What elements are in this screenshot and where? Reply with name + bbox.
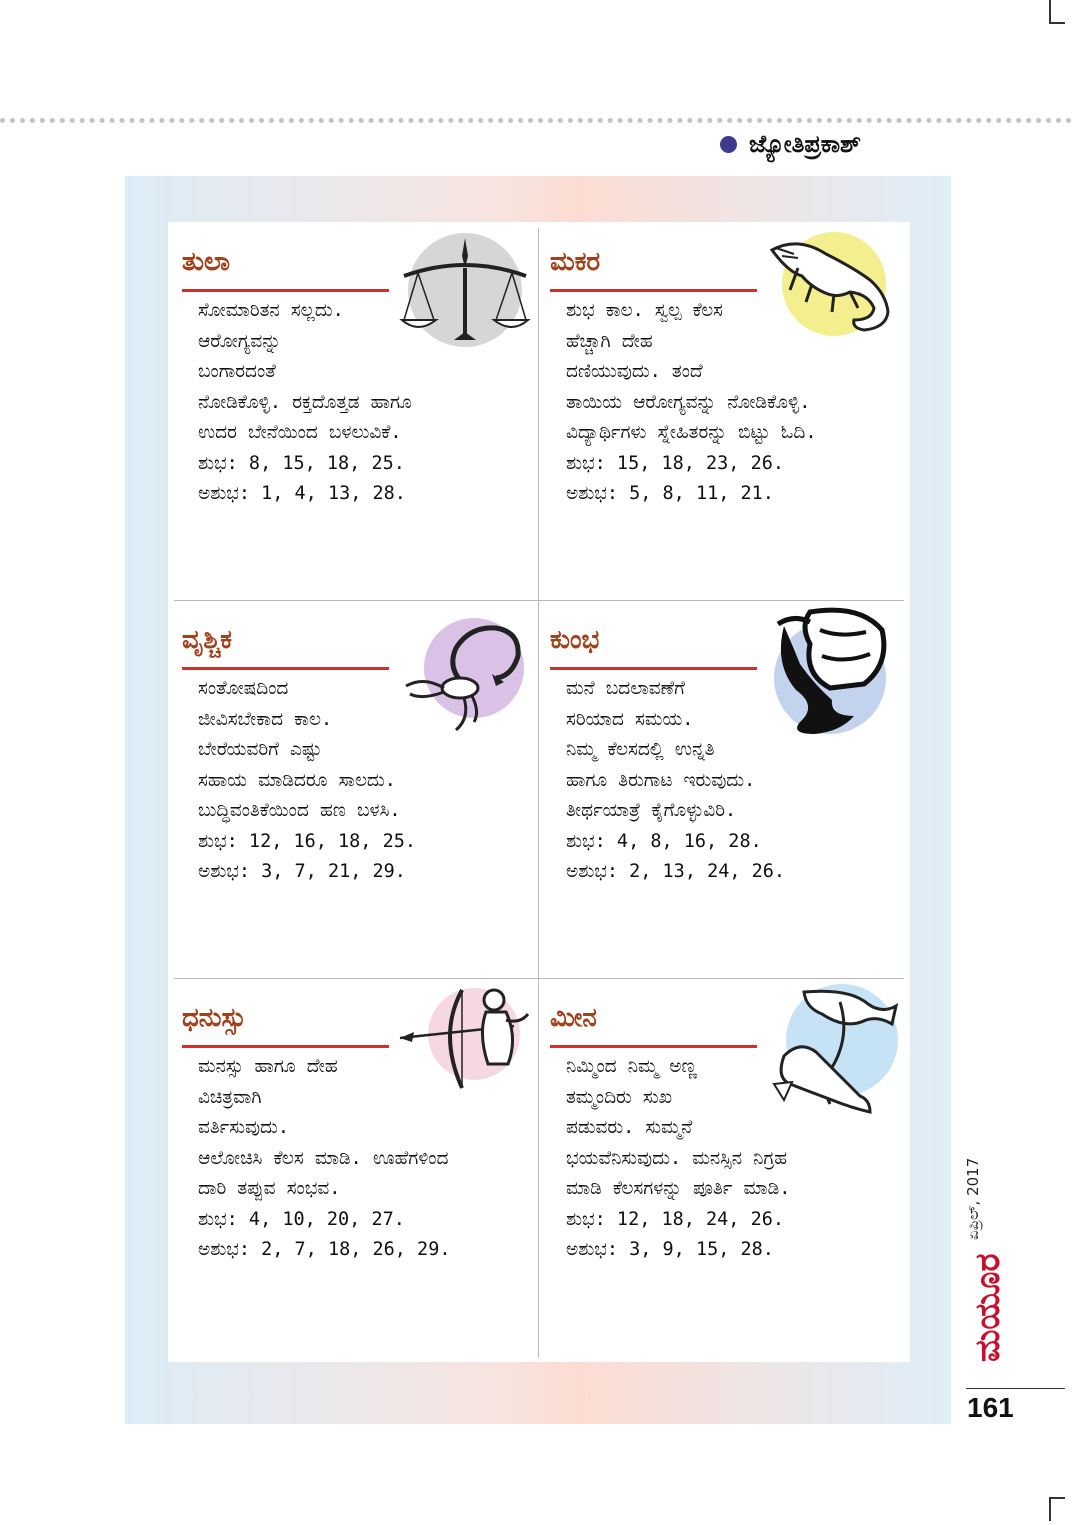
- sign-name: ಕುಂಭ: [550, 625, 600, 655]
- title-rule: [550, 289, 757, 292]
- sign-name: ವೃಶ್ಚಿಕ: [182, 625, 232, 655]
- lucky-days: ಶುಭ: 15, 18, 23, 26.: [566, 452, 785, 474]
- text-line: ನಿಮ್ಮ ಕೆಲಸದಲ್ಲಿ ಉನ್ನತಿ: [566, 739, 715, 760]
- text-line: ತೀರ್ಥಯಾತ್ರೆ ಕೈಗೊಳ್ಳುವಿರಿ.: [566, 800, 737, 821]
- unlucky-days: ಅಶುಭ: 3, 9, 15, 28.: [566, 1239, 774, 1260]
- title-rule: [550, 1045, 757, 1048]
- title-rule: [550, 667, 757, 670]
- lucky-days: ಶುಭ: 4, 10, 20, 27.: [198, 1208, 405, 1230]
- text-line: ತಾಯಿಯ ಆರೋಗ್ಯವನ್ನು ನೋಡಿಕೊಳ್ಳಿ.: [566, 391, 811, 413]
- lucky-days: ಶುಭ: 12, 18, 24, 26.: [566, 1208, 785, 1230]
- text-line: ದಾರಿ ತಪ್ಪುವ ಸಂಭವ.: [198, 1178, 341, 1199]
- unlucky-days: ಅಶುಭ: 1, 4, 13, 28.: [198, 483, 406, 504]
- text-line: ತಮ್ಮಂದಿರು ಸುಖ: [566, 1086, 673, 1108]
- sign-text: [198, 296, 412, 510]
- text-line: ಪಡುವರು. ಸುಮ್ಮನೆ: [566, 1117, 693, 1138]
- lucky-days: ಶುಭ: 12, 16, 18, 25.: [198, 830, 417, 852]
- title-rule: [182, 667, 389, 670]
- text-line: ನೋಡಿಕೊಳ್ಳಿ. ರಕ್ತದೊತ್ತಡ ಹಾಗೂ: [198, 391, 412, 413]
- fishes-icon: [770, 984, 902, 1116]
- text-line: ಮಾಡಿ ಕೆಲಸಗಳನ್ನು ಪೂರ್ತಿ ಮಾಡಿ.: [566, 1178, 791, 1199]
- text-line: ಬಂಗಾರದಂತೆ: [198, 361, 276, 382]
- text-line: ಬುದ್ಧಿವಂತಿಕೆಯಿಂದ ಹಣ ಬಳಸಿ.: [198, 800, 401, 821]
- text-line: ಸಹಾಯ ಮಾಡಿದರೂ ಸಾಲದು.: [198, 769, 396, 791]
- text-line: ಬೇರೆಯವರಿಗೆ ಎಷ್ಟು: [198, 739, 322, 760]
- sign-text: [198, 674, 416, 888]
- text-line: ಶುಭ ಕಾಲ. ಸ್ವಲ್ಪ ಕೆಲಸ: [566, 300, 723, 321]
- page-number: 161: [967, 1392, 1014, 1423]
- magazine-logo: ಮಯೂರ: [968, 1253, 1008, 1362]
- unlucky-days: ಅಶುಭ: 5, 8, 11, 21.: [566, 483, 774, 504]
- sign-name: ಮೀನ: [550, 1003, 597, 1033]
- title-rule: [182, 289, 389, 292]
- text-line: ಹಾಗೂ ತಿರುಗಾಟ ಇರುವುದು.: [566, 769, 756, 791]
- text-line: ವಿಚಿತ್ರವಾಗಿ: [198, 1086, 262, 1108]
- text-line: ಹೆಚ್ಚಾಗಿ ದೇಹ: [566, 330, 653, 352]
- unlucky-days: ಅಶುಭ: 3, 7, 21, 29.: [198, 861, 406, 882]
- unlucky-days: ಅಶುಭ: 2, 13, 24, 26.: [566, 861, 786, 882]
- title-rule: [182, 1045, 389, 1048]
- author-name: ಜ್ಯೋತಿಪ್ರಕಾಶ್: [749, 130, 861, 158]
- crop-mark-top: [1049, 0, 1065, 24]
- row-divider: [174, 600, 904, 601]
- text-line: ಭಯವೆನಿಸುವುದು. ಮನಸ್ಸಿನ ನಿಗ್ರಹ: [566, 1147, 788, 1169]
- dotted-divider: [0, 118, 1072, 123]
- water-pot-icon: [770, 604, 892, 740]
- text-line: ಆಲೋಚಿಸಿ ಕೆಲಸ ಮಾಡಿ. ಊಹೆಗಳಿಂದ: [198, 1147, 449, 1169]
- text-line: ಆರೋಗ್ಯವನ್ನು: [198, 330, 281, 352]
- sign-text: [566, 1052, 790, 1266]
- text-line: ದಣಿಯುವುದು. ತಂದೆ: [566, 361, 703, 382]
- text-line: ನಿಮ್ಮಿಂದ ನಿಮ್ಮ ಅಣ್ಣ: [566, 1056, 698, 1077]
- text-line: ವರ್ತಿಸುವುದು.: [198, 1117, 290, 1138]
- unlucky-days: ಅಶುಭ: 2, 7, 18, 26, 29.: [198, 1239, 451, 1260]
- issue-date: ಏಪ್ರಿಲ್, 2017: [964, 1157, 982, 1240]
- text-line: ಉದರ ಬೇನೆಯಿಂದ ಬಳಲುವಿಕೆ.: [198, 422, 402, 443]
- scales-icon: [396, 228, 532, 348]
- archer-icon: [398, 984, 534, 1092]
- crocodile-icon: [768, 228, 902, 340]
- text-line: ಸಂತೋಷದಿಂದ: [198, 678, 289, 699]
- scorpion-icon: [400, 606, 530, 738]
- text-line: ಮನೆ ಬದಲಾವಣೆಗೆ: [566, 678, 685, 699]
- sign-name: ಧನುಸ್ಸು: [182, 1003, 247, 1033]
- lucky-days: ಶುಭ: 4, 8, 16, 28.: [566, 830, 762, 852]
- text-line: ಸರಿಯಾದ ಸಮಯ.: [566, 708, 694, 730]
- page-number-rule: [966, 1388, 1065, 1389]
- text-line: ಸೋಮಾರಿತನ ಸಲ್ಲದು.: [198, 300, 344, 321]
- sign-name: ಮಕರ: [550, 247, 601, 277]
- author-byline: [720, 130, 861, 158]
- text-line: ವಿದ್ಯಾರ್ಥಿಗಳು ಸ್ನೇಹಿತರನ್ನು ಬಿಟ್ಟು ಓದಿ.: [566, 422, 817, 443]
- crop-mark-bottom: [1049, 1497, 1065, 1521]
- text-line: ಜೀವಿಸಬೇಕಾದ ಕಾಲ.: [198, 708, 333, 730]
- row-divider: [174, 978, 904, 979]
- text-line: ಮನಸ್ಸು ಹಾಗೂ ದೇಹ: [198, 1056, 338, 1077]
- bullet-icon: [720, 136, 737, 153]
- sign-text: [566, 674, 785, 888]
- sign-name: ತುಲಾ: [182, 247, 231, 277]
- lucky-days: ಶುಭ: 8, 15, 18, 25.: [198, 452, 405, 474]
